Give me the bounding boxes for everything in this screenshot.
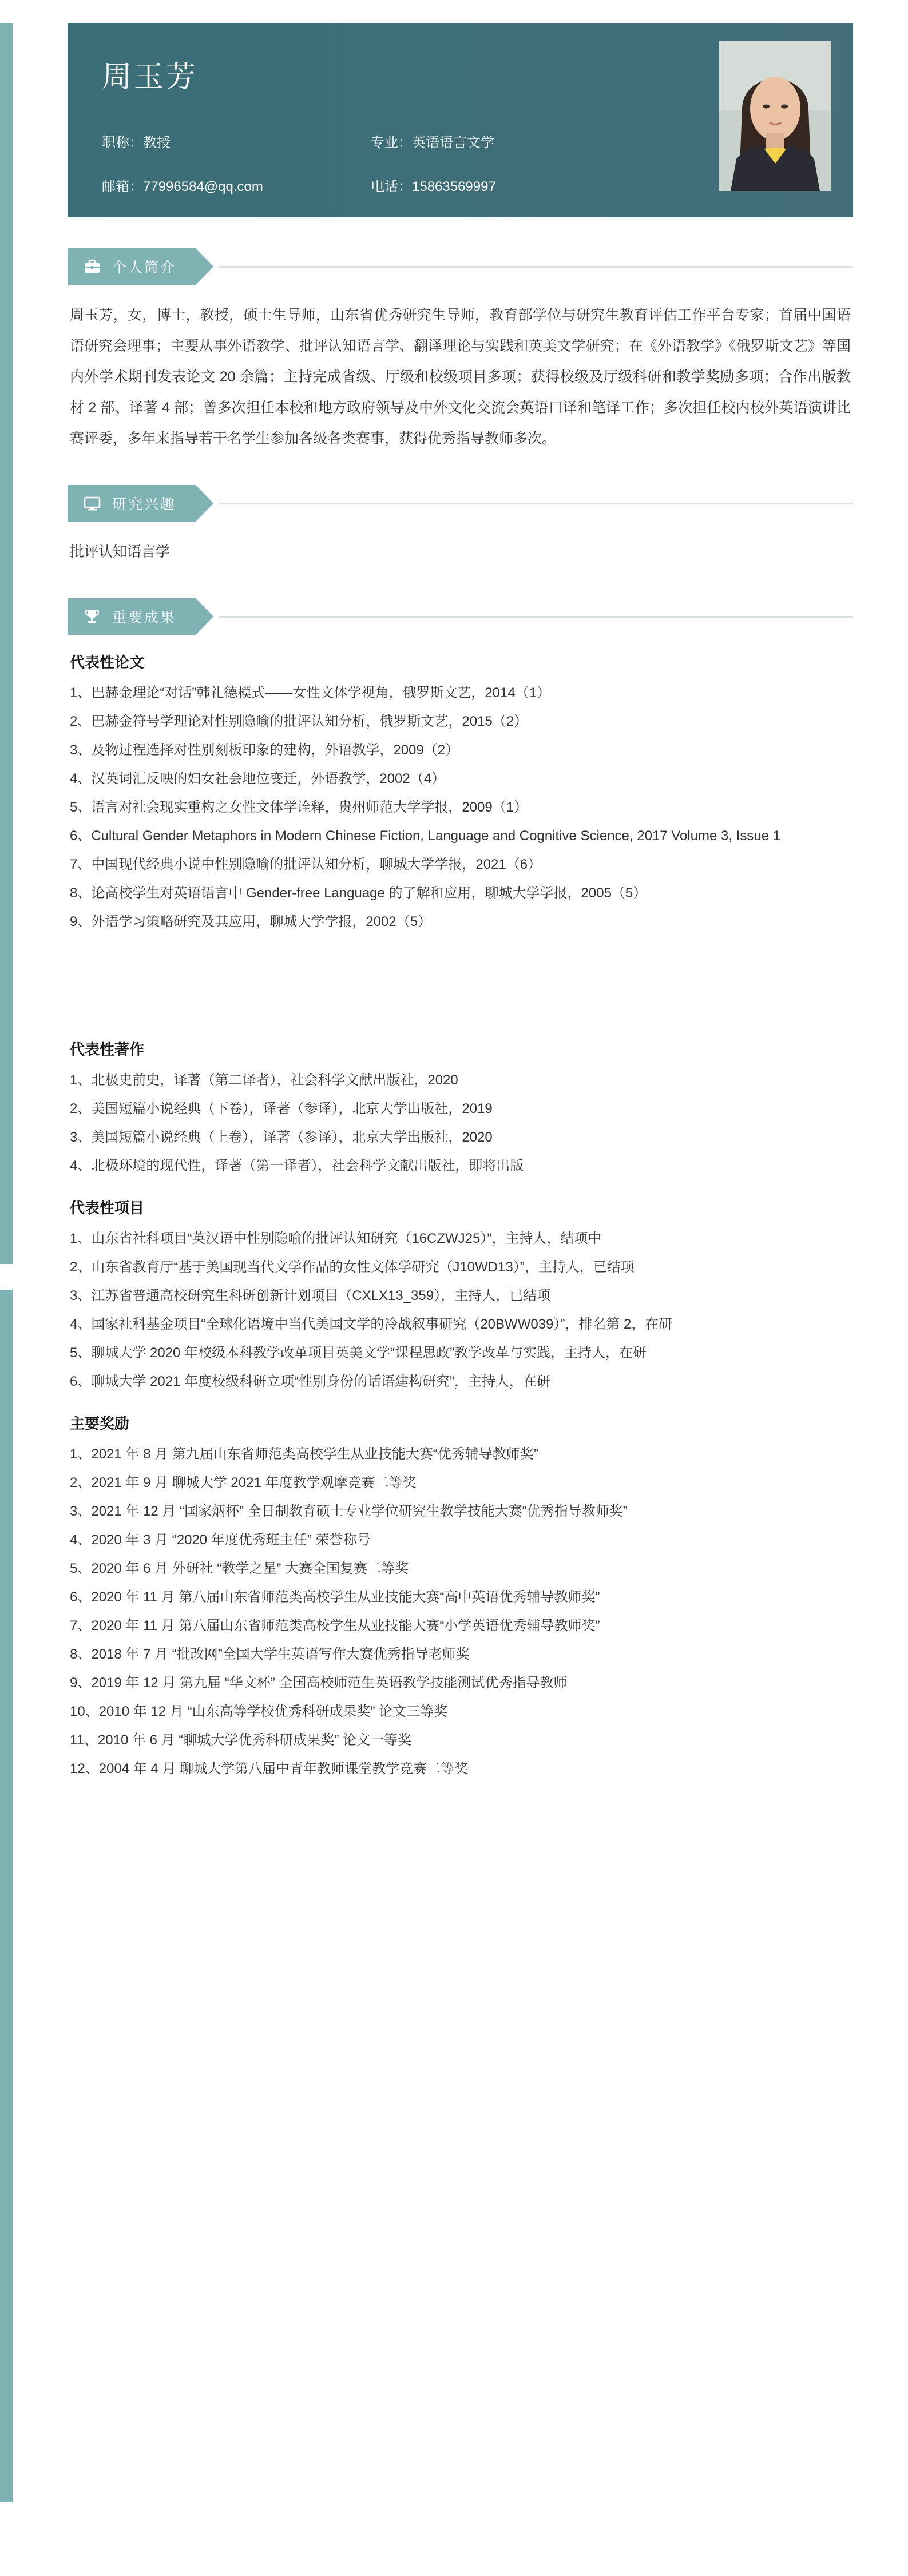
list-item: 5、2020 年 6 月 外研社 “教学之星” 大赛全国复赛二等奖 [70,1561,409,1576]
list-item: 11、2010 年 6 月 “聊城大学优秀科研成果奖” 论文一等奖 [70,1732,411,1748]
header-field-major [371,131,640,151]
list-item: 4、国家社科基金项目“全球化语境中当代美国文学的冷战叙事研究（20BWW039）”，排名第 2，在研 [70,1317,673,1332]
header-row [102,131,819,151]
avatar [719,41,831,191]
list-item: 9、外语学习策略研究及其应用，聊城大学学报，2002（5） [70,914,432,929]
section-divider [219,503,853,504]
header-field-major-label: 专业： [371,135,412,150]
header-field-title-label: 职称： [102,135,143,150]
list-item: 1、2021 年 8 月 第九届山东省师范类高校学生从业技能大赛“优秀辅导教师奖” [70,1446,538,1462]
list-item: 1、山东省社科项目“英汉语中性别隐喻的批评认知研究（16CZWJ25）”，主持人，结项中 [70,1231,602,1246]
page-break-gap [68,936,853,1022]
resume-page [0,23,908,2576]
header-field-email-value[interactable]: 77996584@qq.com [143,179,263,194]
list-item: 8、论高校学生对英语语言中 Gender-free Language 的了解和应用，聊城大学学报，2005（5） [70,885,647,901]
section-title-research-interest: 研究兴趣 [112,496,177,512]
section-tab-profile [68,248,196,285]
subsection-title-books: 代表性著作 [70,1041,145,1058]
trophy-icon [82,607,102,626]
header-fields [102,131,819,195]
list-item: 6、2020 年 11 月 第八届山东省师范类高校学生从业技能大赛“高中英语优秀辅导教师奖” [70,1589,600,1605]
subsection-title-papers: 代表性论文 [70,654,145,671]
list-item: 5、聊城大学 2020 年校级本科教学改革项目英美文学“课程思政”教学改革与实践，主持人，在研 [70,1345,647,1361]
list-item: 2、巴赫金符号学理论对性别隐喻的批评认知分析，俄罗斯文艺，2015（2） [70,714,528,729]
list-item: 2、山东省教育厅“基于美国现当代文学作品的女性文体学研究（J10WD13）”，主持人，已结项 [70,1259,635,1275]
section-divider [219,266,853,268]
subsection-title-projects: 代表性项目 [70,1199,145,1217]
research-interest-text: 批评认知语言学 [70,544,171,560]
list-item: 2、2021 年 9 月 聊城大学 2021 年度教学观摩竞赛二等奖 [70,1475,417,1490]
projects-list [68,1225,853,1396]
section-title-achievements: 重要成果 [112,610,177,626]
left-accent-bar-bottom [0,1290,13,2502]
list-item: 3、江苏省普通高校研究生科研创新计划项目（CXLX13_359），主持人，已结项 [70,1288,551,1303]
header-field-phone-label: 电话： [371,179,412,194]
section-achievements [68,598,853,1783]
books-list [68,1066,853,1180]
section-title-profile: 个人简介 [112,260,177,276]
list-item: 8、2018 年 7 月 “批改网”全国大学生英语写作大赛优秀指导老师奖 [70,1647,470,1662]
awards-list [68,1440,853,1783]
section-profile [68,248,853,454]
subsection-title-awards: 主要奖励 [70,1415,130,1432]
list-item: 5、语言对社会现实重构之女性文体学诠释，贵州师范大学学报，2009（1） [70,800,528,815]
section-divider [219,616,853,618]
profile-header [68,23,853,217]
header-field-title [102,131,371,151]
list-item: 3、2021 年 12 月 “国家炳杯” 全日制教育硕士专业学位研究生教学技能大赛“优秀指导教师奖” [70,1504,628,1519]
list-item: 7、中国现代经典小说中性别隐喻的批评认知分析，聊城大学学报，2021（6） [70,857,542,872]
briefcase-icon [82,257,102,276]
section-header-research-interest [68,485,853,522]
list-item: 1、北极史前史，译著（第二译者），社会科学文献出版社，2020 [70,1072,458,1088]
list-item: 3、美国短篇小说经典（上卷），译著（参译），北京大学出版社，2020 [70,1130,493,1145]
section-tab-research-interest [68,485,196,522]
header-field-email-label: 邮箱： [102,179,143,194]
header-field-phone [371,175,640,195]
left-accent-bar-top [0,23,13,1264]
header-field-title-value: 教授 [143,135,171,150]
section-header-achievements [68,598,853,635]
profile-text: 周玉芳，女，博士，教授，硕士生导师，山东省优秀研究生导师，教育部学位与研究生教育评估工作平台专家；首届中国语语研究会理事；主要从事外语教学、批评认知语言学、翻译理论与实践和英美文学研究；在《外语教学》《俄罗斯文艺》等国内外学术期刊发表论文 20 余篇；主持完成省级、厅级和校级项目多项；获得校级及厅级科研和教学奖励多项；合作出版教材 2 部、译著 4 部；曾多次担任本校和地方政府领导及中外文化交流会英语口译和笔译工作；多次担任校内校外英语演讲比赛评委，多年来指导若干名学生参加各级各类赛事，获得优秀指导教师多次。 [70,307,851,447]
list-item: 6、聊城大学 2021 年度校级科研立项“性别身份的话语建构研究”，主持人，在研 [70,1374,551,1389]
monitor-icon [82,494,102,513]
list-item: 12、2004 年 4 月 聊城大学第八届中青年教师课堂教学竞赛二等奖 [70,1761,469,1776]
list-item: 3、及物过程选择对性别刻板印象的建构，外语教学，2009（2） [70,742,459,758]
papers-list [68,679,853,936]
section-header-profile [68,248,853,285]
header-field-phone-value: 15863569997 [412,179,496,194]
section-research-interest [68,485,853,567]
list-item: 2、美国短篇小说经典（下卷），译著（参译），北京大学出版社，2019 [70,1101,493,1116]
list-item: 6、Cultural Gender Metaphors in Modern Chinese Fiction, Language and Cognitive Science, 2017 Volume 3, Issue 1 [70,828,781,844]
list-item: 7、2020 年 11 月 第八届山东省师范类高校学生从业技能大赛“小学英语优秀辅导教师奖” [70,1618,600,1633]
list-item: 4、2020 年 3 月 “2020 年度优秀班主任” 荣誉称号 [70,1532,371,1548]
page-content [13,23,908,1783]
list-item: 9、2019 年 12 月 第九届 “华文杯” 全国高校师范生英语教学技能测试优秀指导教师 [70,1675,568,1691]
header-row [102,175,819,195]
header-field-email [102,175,371,195]
list-item: 1、巴赫金理论“对话”韩礼德模式——女性文体学视角，俄罗斯文艺，2014（1） [70,685,551,701]
list-item: 4、汉英词汇反映的妇女社会地位变迁，外语教学，2002（4） [70,771,446,786]
section-tab-achievements [68,598,196,635]
list-item: 10、2010 年 12 月 “山东高等学校优秀科研成果奖” 论文三等奖 [70,1704,448,1719]
header-field-major-value: 英语语言文学 [412,135,494,150]
page-title: 周玉芳 [102,61,199,94]
list-item: 4、北极环境的现代性，译著（第一译者），社会科学文献出版社，即将出版 [70,1158,524,1174]
portrait-photo-icon [719,41,831,191]
